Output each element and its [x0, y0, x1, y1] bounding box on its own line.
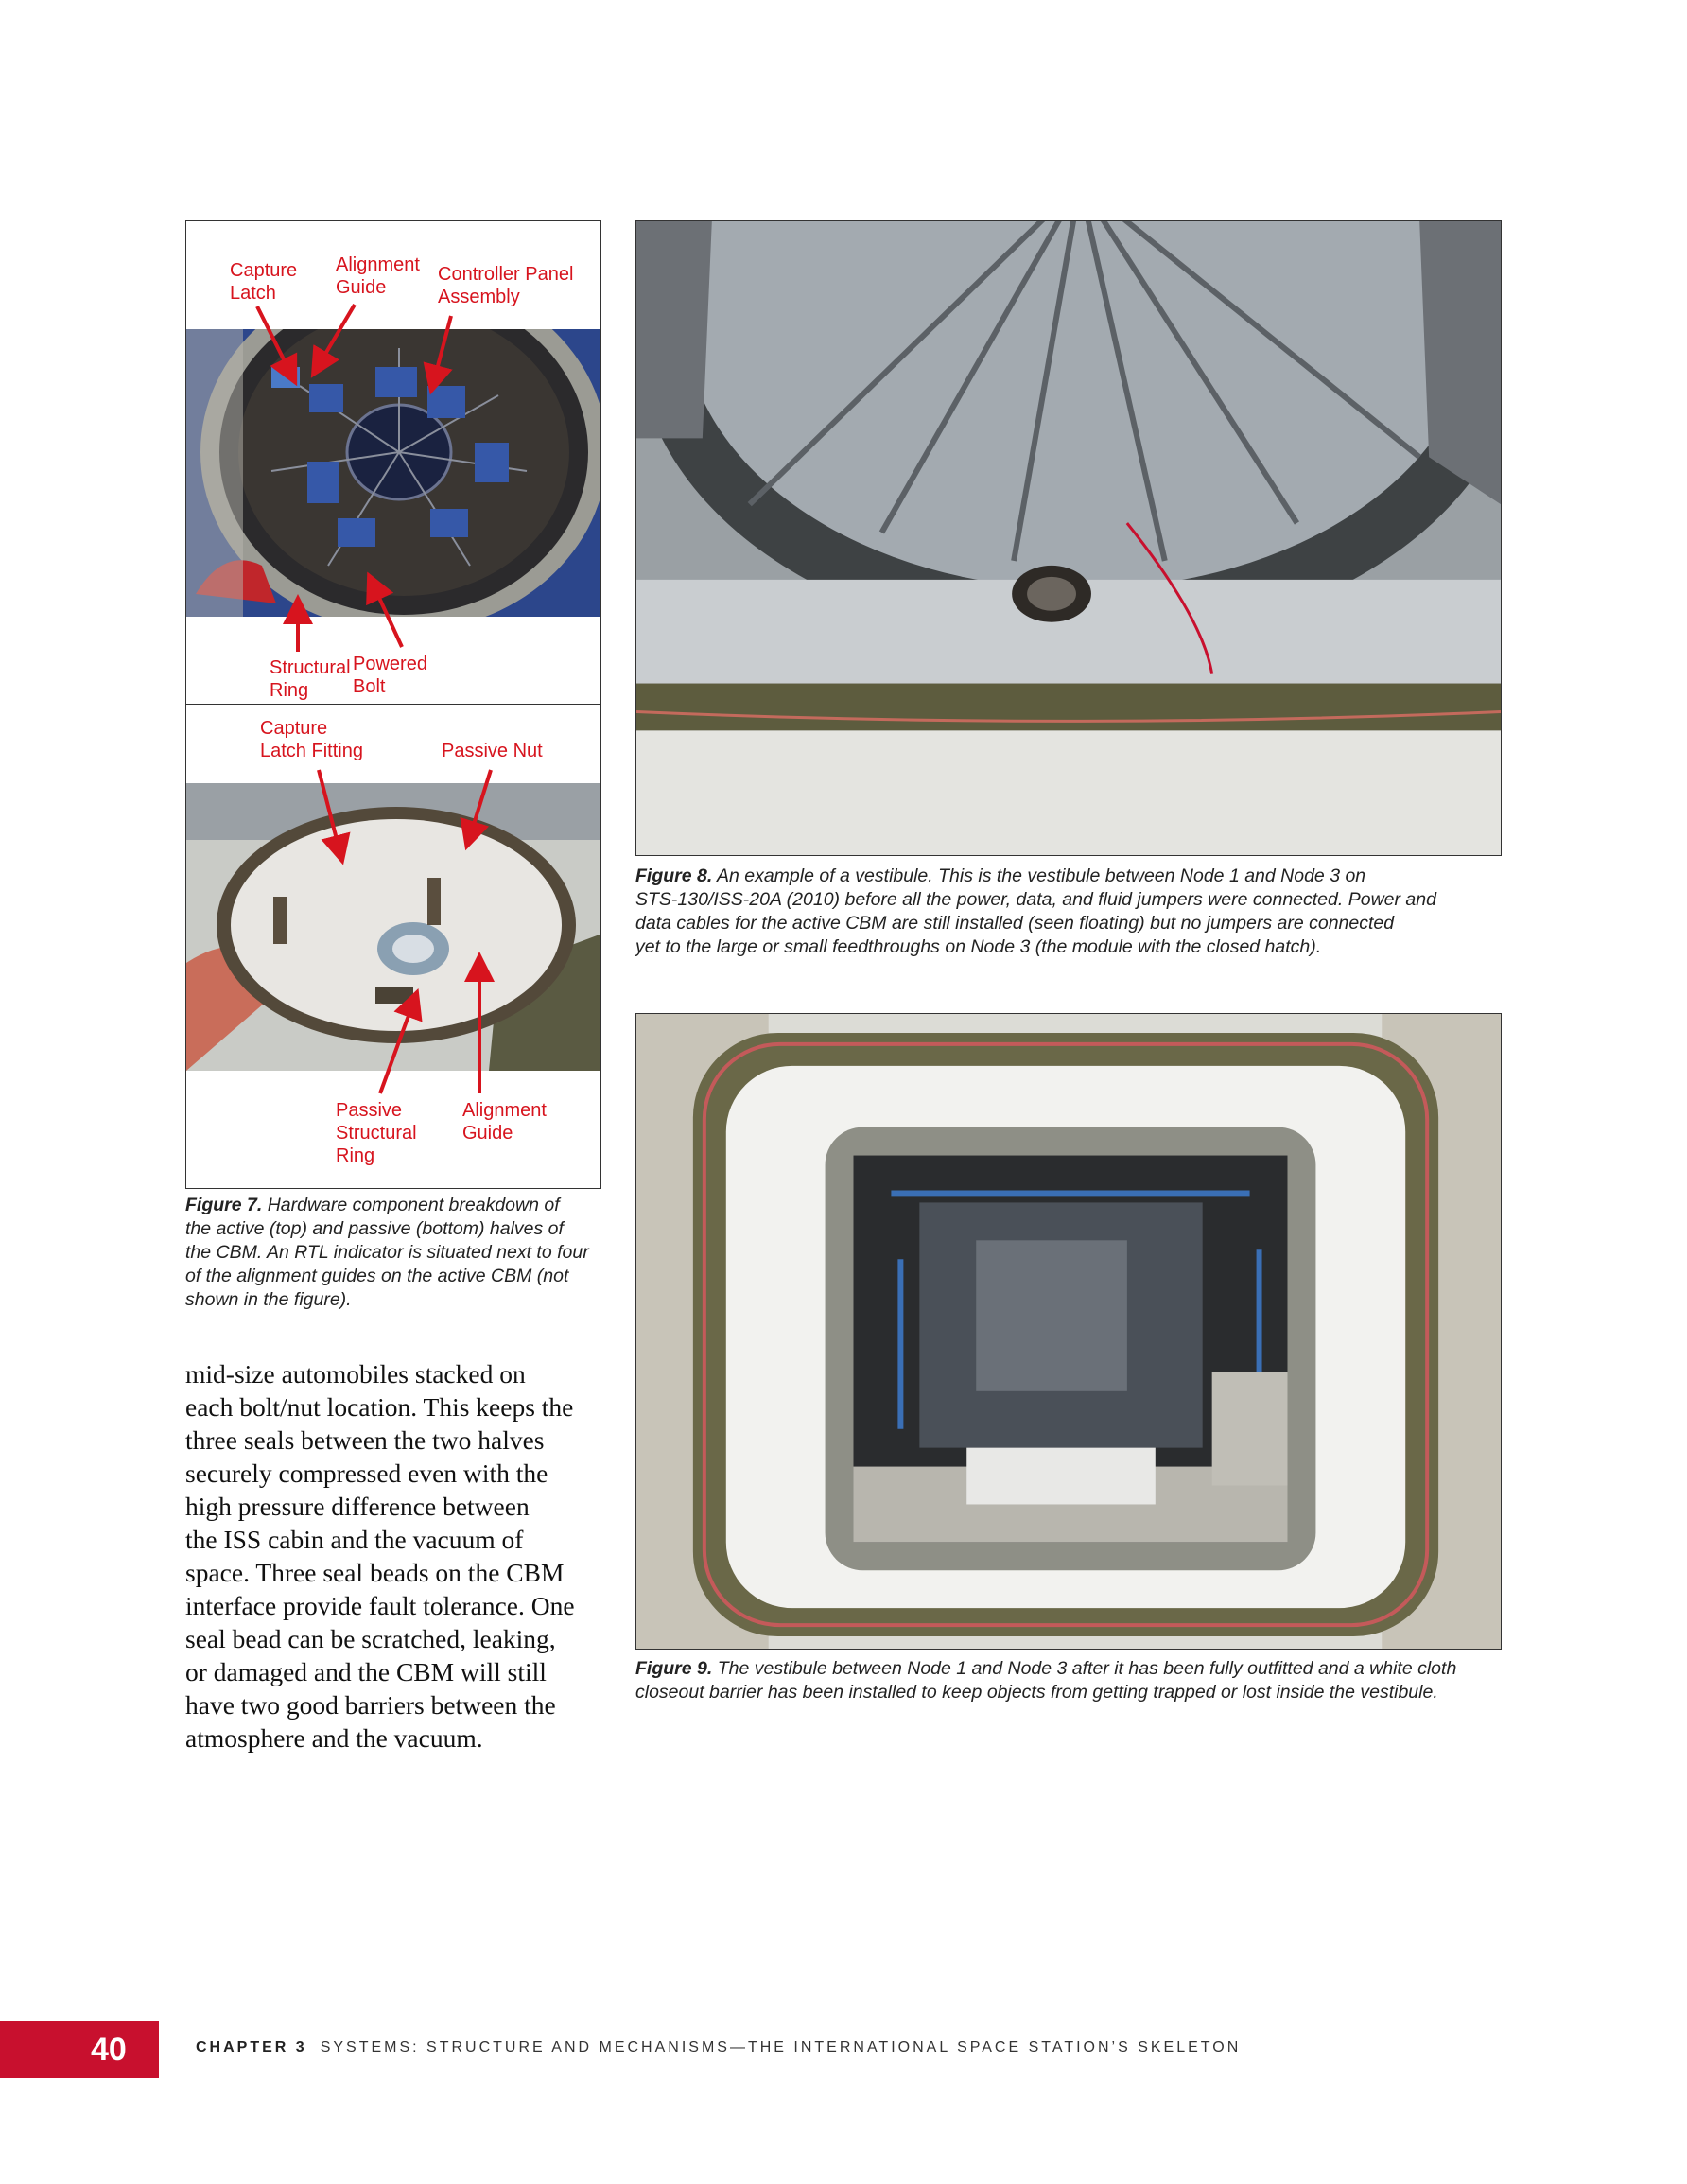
- body-line: have two good barriers between the: [185, 1690, 556, 1720]
- callout-passive-nut: Passive Nut: [442, 741, 543, 761]
- figure-7-caption-line: shown in the figure).: [185, 1289, 352, 1310]
- body-line: high pressure difference between: [185, 1492, 530, 1521]
- figure-8-caption-line: yet to the large or small feedthroughs on Node 3 (the module with the closed hatch).: [635, 936, 1322, 957]
- body-line: mid-size automobiles stacked on: [185, 1359, 526, 1389]
- footer-chapter: CHAPTER 3: [196, 2039, 307, 2055]
- active-cbm-photo: [186, 329, 600, 617]
- figure-7-caption: [185, 1194, 620, 1312]
- figure-7-divider: [186, 704, 600, 705]
- callout-structural-ring: Structural Ring: [270, 657, 351, 701]
- figure-7-caption-line: the active (top) and passive (bottom) halves of: [185, 1218, 564, 1239]
- callout-capture-latch-fitting: Capture Latch Fitting: [260, 718, 363, 761]
- passive-cbm-photo: [186, 783, 600, 1071]
- figure-7-caption-line: Hardware component breakdown of: [262, 1195, 560, 1215]
- figure-8-label: Figure 8.: [635, 865, 713, 886]
- page-number-tab: [0, 2021, 159, 2078]
- callout-passive-structural-ring: Passive Structural Ring: [336, 1100, 417, 1166]
- body-line: three seals between the two halves: [185, 1425, 545, 1455]
- figure-9-photo: [635, 1013, 1502, 1650]
- running-footer: [196, 2039, 1241, 2056]
- callout-powered-bolt: Powered Bolt: [353, 654, 427, 697]
- figure-9-caption-line: The vestibule between Node 1 and Node 3 after it has been fully outfitted and a white cloth: [712, 1658, 1457, 1679]
- body-line: interface provide fault tolerance. One: [185, 1591, 575, 1620]
- callout-capture-latch: Capture Latch: [230, 260, 298, 304]
- figure-9-label: Figure 9.: [635, 1658, 713, 1679]
- figure-7-caption-line: the CBM. An RTL indicator is situated next to four: [185, 1242, 589, 1263]
- figure-8-caption-line: STS-130/ISS-20A (2010) before all the power, data, and fluid jumpers were connected. Power and: [635, 889, 1436, 910]
- figure-8-caption-line: data cables for the active CBM are still installed (seen floating) but no jumpers are connected: [635, 913, 1395, 934]
- figure-7: [185, 220, 601, 1189]
- figure-8-caption: [635, 865, 1505, 959]
- footer-title: SYSTEMS: STRUCTURE AND MECHANISMS—THE INTERNATIONAL SPACE STATION’S SKELETON: [320, 2039, 1242, 2055]
- body-line: or damaged and the CBM will still: [185, 1657, 547, 1686]
- figure-8-photo: [635, 220, 1502, 856]
- callout-alignment-guide-bottom: Alignment Guide: [462, 1100, 547, 1144]
- figure-7-caption-line: of the alignment guides on the active CBM (not: [185, 1266, 569, 1286]
- figure-9-caption: [635, 1657, 1505, 1704]
- callout-alignment-guide-top: Alignment Guide: [336, 254, 420, 298]
- callout-controller-panel: Controller Panel Assembly: [438, 264, 574, 307]
- body-line: atmosphere and the vacuum.: [185, 1723, 483, 1753]
- body-line: the ISS cabin and the vacuum of: [185, 1525, 524, 1554]
- body-line: securely compressed even with the: [185, 1459, 548, 1488]
- body-paragraph: [185, 1357, 620, 1755]
- figure-8-caption-line: An example of a vestibule. This is the vestibule between Node 1 and Node 3 on: [712, 865, 1366, 886]
- body-line: each bolt/nut location. This keeps the: [185, 1392, 574, 1422]
- figure-7-label: Figure 7.: [185, 1195, 263, 1215]
- body-line: space. Three seal beads on the CBM: [185, 1558, 565, 1587]
- figure-9-caption-line: closeout barrier has been installed to keep objects from getting trapped or lost inside the vestibule.: [635, 1682, 1438, 1703]
- body-line: seal bead can be scratched, leaking,: [185, 1624, 556, 1653]
- page-number: 40: [91, 2032, 127, 2068]
